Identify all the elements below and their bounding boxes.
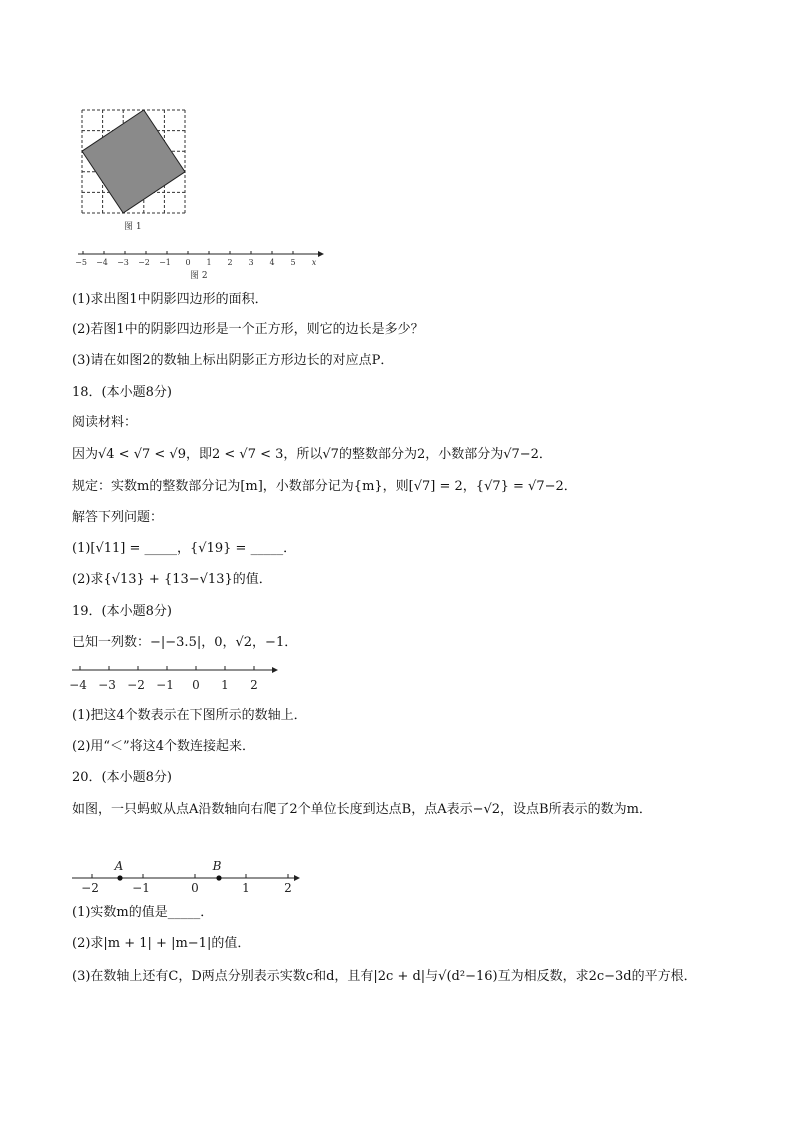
tick-label: 1 xyxy=(206,258,212,267)
figure-1-grid xyxy=(82,110,188,216)
tick-label: 2 xyxy=(284,881,292,895)
point-a-label: A xyxy=(114,859,124,873)
q20-part-2: (2)求|m + 1| + |m−1|的值． xyxy=(72,936,251,951)
point-b-label: B xyxy=(212,859,222,873)
tick-label: 2 xyxy=(227,258,233,267)
tick-label: 5 xyxy=(290,258,296,267)
q20-part-1: (1)实数m的值是_____． xyxy=(72,905,214,920)
q18-part-1: (1)[√11] = _____，{√19} = _____． xyxy=(72,541,297,556)
q18-line-1: 因为√4 < √7 < √9，即2 < √7 < 3，所以√7的整数部分为2，小数部分为√7−2． xyxy=(72,447,552,462)
shaded-square xyxy=(82,110,185,213)
tick-label: −4 xyxy=(69,678,87,692)
q19-part-1: (1)把这4个数表示在下图所示的数轴上． xyxy=(72,708,307,723)
q19-heading: 19．(本小题8分) xyxy=(72,604,172,619)
q20-part-3: (3)在数轴上还有C，D两点分别表示实数c和d，且有|2c + d|与√(d²−16)互为相反数，求2c−3d的平方根． xyxy=(72,969,697,984)
tick-label: 2 xyxy=(250,678,258,692)
q17-part-1: (1)求出图1中阴影四边形的面积． xyxy=(72,292,268,307)
q20-heading: 20．(本小题8分) xyxy=(72,770,172,785)
tick-label: −3 xyxy=(98,678,116,692)
tick-label: 1 xyxy=(221,678,229,692)
tick-label: 0 xyxy=(192,678,200,692)
tick-label: −2 xyxy=(127,678,145,692)
tick-label: −5 xyxy=(75,258,87,267)
figure-2-caption: 图 2 xyxy=(190,271,208,281)
q19-number-line xyxy=(69,662,282,692)
tick-label: −2 xyxy=(81,881,99,895)
figure-1-caption: 图 1 xyxy=(124,222,142,232)
tick-label: −1 xyxy=(156,678,174,692)
tick-label: 0 xyxy=(191,881,199,895)
figure-2-number-line xyxy=(75,246,328,267)
tick-label: 4 xyxy=(269,258,275,267)
tick-label: 3 xyxy=(248,258,254,267)
tick-label: −2 xyxy=(138,258,150,267)
tick-label: 1 xyxy=(242,881,250,895)
q19-part-2: (2)用“＜”将这4个数连接起来． xyxy=(72,739,255,754)
tick-label: 0 xyxy=(185,258,191,267)
tick-label: −4 xyxy=(96,258,108,267)
q18-line-2: 规定：实数m的整数部分记为[m]，小数部分记为{m}，则[√7] = 2，{√7} = √7−2． xyxy=(72,479,577,494)
q20-line-1: 如图，一只蚂蚁从点A沿数轴向右爬了2个单位长度到达点B，点A表示−√2，设点B所表示的数为m． xyxy=(72,802,652,817)
tick-label: −1 xyxy=(159,258,171,267)
q18-line-3: 解答下列问题： xyxy=(72,510,164,525)
tick-label: −1 xyxy=(132,881,150,895)
q19-line-1: 已知一列数：−|−3.5|，0，√2，−1． xyxy=(72,635,298,650)
q20-number-line xyxy=(72,856,312,896)
q17-part-3: (3)请在如图2的数轴上标出阴影正方形边长的对应点P． xyxy=(72,353,394,368)
tick-label: −3 xyxy=(117,258,129,267)
axis-label: x xyxy=(311,258,317,267)
q17-part-2: (2)若图1中的阴影四边形是一个正方形，则它的边长是多少？ xyxy=(72,322,424,337)
q18-heading: 18．(本小题8分) xyxy=(72,385,172,400)
q18-reading-label: 阅读材料： xyxy=(72,415,138,430)
point-b xyxy=(216,875,221,880)
point-a xyxy=(117,875,122,880)
q18-part-2: (2)求{√13} + {13−√13}的值． xyxy=(72,572,272,587)
